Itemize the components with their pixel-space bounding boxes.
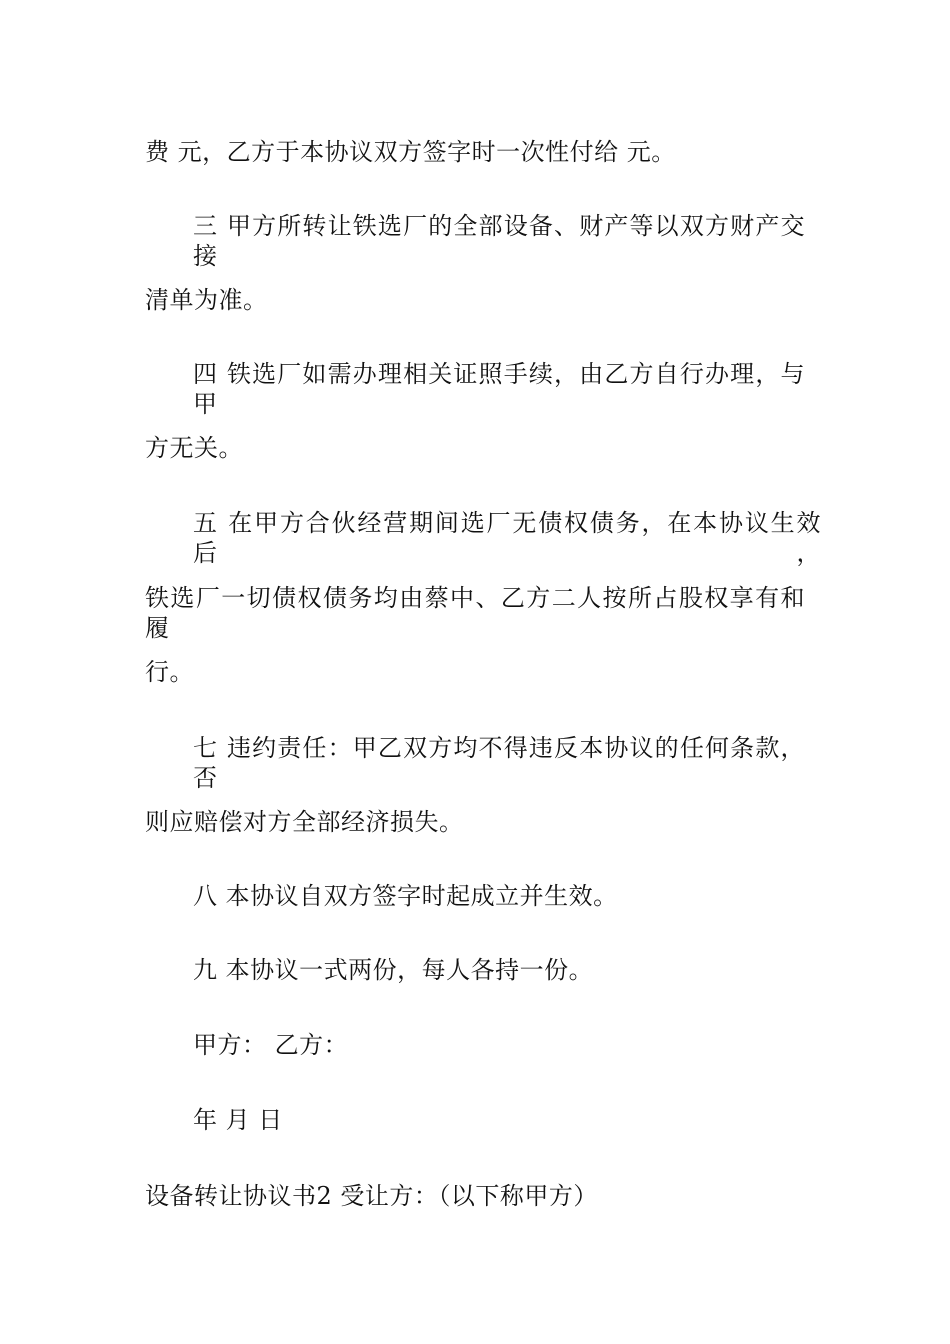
paragraph-line: 清单为准。 bbox=[145, 286, 268, 314]
clause-three-line: 三 甲方所转让铁选厂的全部设备、财产等以双方财产交接 bbox=[193, 212, 805, 270]
signature-date-line: 年 月 日 bbox=[193, 1106, 283, 1134]
paragraph-line: 费 元，乙方于本协议双方签字时一次性付给 元。 bbox=[145, 138, 676, 166]
clause-five-line: 五 在甲方合伙经营期间选厂无债权债务，在本协议生效后， bbox=[193, 509, 821, 567]
clause-eight-line: 八 本协议自双方签字时起成立并生效。 bbox=[193, 882, 618, 910]
document-heading-line: 设备转让协议书2 受让方：（以下称甲方） bbox=[145, 1182, 598, 1210]
clause-seven-line: 七 违约责任：甲乙双方均不得违反本协议的任何条款，否 bbox=[193, 734, 805, 792]
clause-four-line: 四 铁选厂如需办理相关证照手续，由乙方自行办理，与甲 bbox=[193, 360, 805, 418]
paragraph-line: 铁选厂一切债权债务均由蔡中、乙方二人按所占股权享有和履 bbox=[145, 584, 805, 642]
signature-parties-line: 甲方： 乙方： bbox=[193, 1031, 349, 1059]
clause-nine-line: 九 本协议一式两份，每人各持一份。 bbox=[193, 956, 594, 984]
paragraph-line: 行。 bbox=[145, 658, 194, 686]
paragraph-line: 则应赔偿对方全部经济损失。 bbox=[145, 808, 464, 836]
paragraph-line: 方无关。 bbox=[145, 434, 243, 462]
